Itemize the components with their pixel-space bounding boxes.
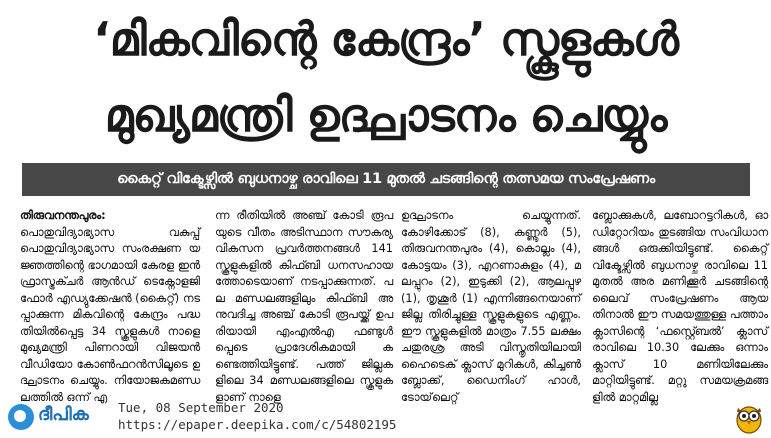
article-column-2 (215, 208, 393, 404)
headline-line-1: ‘മികവിന്റെ കേന്ദ്രം’ സ്കൂളുകൾ (93, 12, 678, 66)
deepika-logo-icon (8, 404, 34, 430)
logo-text: ദീപിക (38, 404, 89, 425)
article-column-1-text: പൊതുവിദ്യാഭ്യാസ വകുപ്പ് പൊതുവിദ്യാഭ്യാസ സംരക്ഷണ യജ്ഞത്തിന്റെ ഭാഗമായി കേരള ഇൻഫ്രാസ്ട്രക്ചർ ആൻഡ് ടെക്നോളജി ഫോർ എഡ്യുക്കേഷൻ (കൈറ്റ്) നടപ്പാക്കുന്ന മികവിന്റെ കേന്ദ്രം പദ്ധതിയിൽപ്പെട്ട 34 സ്കൂളുകൾ നാളെ മുഖ്യമന്ത്രി പിണറായി വിജയൻ വീഡിയോ കോൺഫറൻസിലൂടെ ഉദ്ഘാടനം ചെയ്യും. നിയോജകമണ്ഡലത്തിൽ ഒന്ന് എ (20, 225, 200, 404)
epaper-url-link[interactable]: https://epaper.deepika.com/c/54802195 (118, 417, 397, 432)
headline-line-2: മുഖ്യമന്ത്രി ഉദ്ഘാടനം ചെയ്യും (104, 88, 667, 142)
dateline: തിരുവനന്തപുരം: (20, 209, 106, 222)
article-column-3 (401, 208, 581, 404)
subheadline: കൈറ്റ് വിക്ടേഴ്സിൽ ബുധനാഴ്ച രാവിലെ 11 മുതൽ ചടങ്ങിന്റെ തത്സമയ സംപ്രേഷണം (117, 171, 655, 187)
article-column-1 (20, 208, 200, 404)
owl-mascot-icon (734, 402, 764, 434)
publication-date: Tue, 08 September 2020 (118, 400, 284, 415)
deepika-logo[interactable] (8, 402, 118, 434)
article-column-3-text: ഉദ്ഘാടനം ചെയ്യുന്നത്. കോഴിക്കോട് (8), കണ്ണൂർ (5), തിരുവനന്തപുരം (4), കൊല്ലം (4), കോട്ടയം (3), എറണാകുളം (4), മലപ്പുറം (2), ഇടുക്കി (2), ആലപ്പുഴ (1), തൃശൂർ (1) എന്നിങ്ങനെയാണ് ജില്ല തിരിച്ചുള്ള സ്കൂളുകളുടെ എണ്ണം. ഈ സ്കൂളുകളിൽ മാത്രം 7.55 ലക്ഷം ചതുരശ്ര അടി വിസ്തൃതിയിലായി ഹൈടെക് ക്ലാസ് മുറികൾ, കിച്ചൺ ബ്ലോക്ക്, ഡൈനിംഗ് ഹാൾ, ടോയ്‌ലെറ്റ് (401, 209, 581, 404)
article-column-4 (592, 208, 768, 404)
article-column-4-text: ബ്ലോക്കുകൾ, ലബോറട്ടറികൾ, ഓഡിറ്റോറിയം തുടങ്ങിയ സംവിധാനങ്ങൾ ഒരുക്കിയിട്ടുണ്ട്. കൈറ്റ് വിക്ടേഴ്സിൽ ബുധനാഴ്ച രാവിലെ 11 മുതൽ അര മണിക്കൂർ ചടങ്ങിന്റെ ലൈവ് സംപ്രേഷണം ആയതിനാൽ ഈ സമയത്തുള്ള പത്താം ക്ലാസിന്റെ ‘ഫസ്റ്റ്ബെൽ’ ക്ലാസ് രാവിലെ 10.30 ലേക്കും ഒന്നാം ക്ലാസ് 10 മണിയിലേക്കും മാറ്റിയിട്ടുണ്ട്. മറ്റു സമയക്രമങ്ങളിൽ മാറ്റമില്ല (592, 209, 768, 404)
article-column-2-text: ന്ന രീതിയിൽ അഞ്ച് കോടി രൂപയുടെ വീതം അടിസ്ഥാന സൗകര്യവികസന പ്രവർത്തനങ്ങൾ 141 സ്കൂളുകളിൽ കിഫ്ബി ധനസഹായത്തോടെയാണ് നടപ്പാക്കുന്നത്. പല മണ്ഡലങ്ങളിലും കിഫ്ബി അനുവദിച്ച അഞ്ച് കോടി രൂപയ്ക്ക് ഉപരിയായി എംഎൽഎ ഫണ്ടുൾപ്പെടെ പ്രാദേശികമായി കണ്ടെത്തിയിട്ടുണ്ട്. പത്ത് ജില്ലകളിലെ 34 മണ്ഡലങ്ങളിലെ സ്കൂളുകളാണ് നാളെ (215, 209, 393, 404)
footer (0, 398, 771, 438)
